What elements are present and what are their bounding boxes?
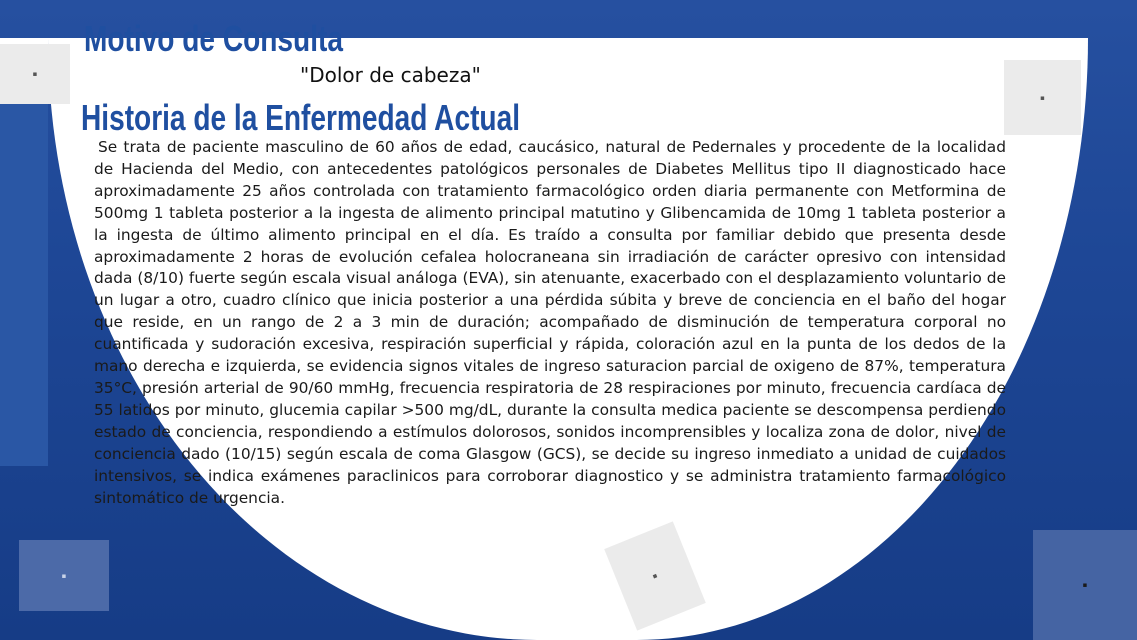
history-paragraph: Se trata de paciente masculino de 60 años de edad, caucásico, natural de Pedernales y procedente de la localidad de Hacienda del Medio, con antecedentes patológicos personales de Diabetes Mellitus tipo II diagnosticado hace aproximadamente 25 años controlada con tratamiento farmacológico orden diaria permanente con Metformina de 500mg 1 tableta posterior a la ingesta de alimento principal matutino y Glibencamida de 10mg 1 tableta posterior a la ingesta de último alimento principal en el día. Es traído a consulta por familiar debido que presenta desde aproximadamente 2 horas de evolución cefalea holocraneana sin irradiación de carácter opresivo con intensidad dada (8/10) fuerte según escala visual análoga (EVA), sin atenuante, exacerbado con el desplazamiento voluntario de un lugar a otro, cuadro clínico que inicia posterior a una pérdida súbita y breve de conciencia en el baño del hogar que reside, en un rango de 2 a 3 min de duración; acompañado de disminución de temperatura corporal no cuantificada y sudoración excesiva, respiración superficial y rápida, coloración azul en la punta de los dedos de la mano derecha e izquierda, se evidencia signos vitales de ingreso saturacion parcial de oxigeno de 87%, temperatura 35°C, presión arterial de 90/60 mmHg, frecuencia respiratoria de 28 respiraciones por minuto, frecuencia cardíaca de 55 latidos por minuto, glucemia capilar >500 mg/dL, durante la consulta medica paciente se descompensa perdiendo estado de conciencia, respondiendo a estímulos dolorosos, sonidos incomprensibles y localiza zona de dolor, nivel de conciencia dado (10/15) según escala de coma Glasgow (GCS), se decide su ingreso inmediato a unidad de cuidados intensivos, se indica exámenes paraclinicos para corroborar diagnostico y se administra tratamiento farmacológico sintomático de urgencia. xyxy=(94,138,1006,507)
heading-historia-enfermedad: Historia de la Enfermedad Actual xyxy=(81,97,521,138)
image-placeholder-top-right xyxy=(1004,60,1081,135)
heading-motivo-consulta: Motivo de Consulta xyxy=(84,18,343,59)
broken-image-icon: ▪ xyxy=(651,571,659,581)
broken-image-icon: ▪ xyxy=(1082,581,1088,589)
broken-image-icon: ▪ xyxy=(1040,93,1045,102)
image-placeholder-top-left xyxy=(0,44,70,104)
broken-image-icon: ▪ xyxy=(61,571,67,580)
left-decor-band xyxy=(0,104,48,466)
image-placeholder-bottom-right xyxy=(1033,530,1137,640)
broken-image-icon: ▪ xyxy=(32,70,38,78)
chief-complaint-quote: "Dolor de cabeza" xyxy=(300,63,481,87)
image-placeholder-bottom-left xyxy=(19,540,109,611)
